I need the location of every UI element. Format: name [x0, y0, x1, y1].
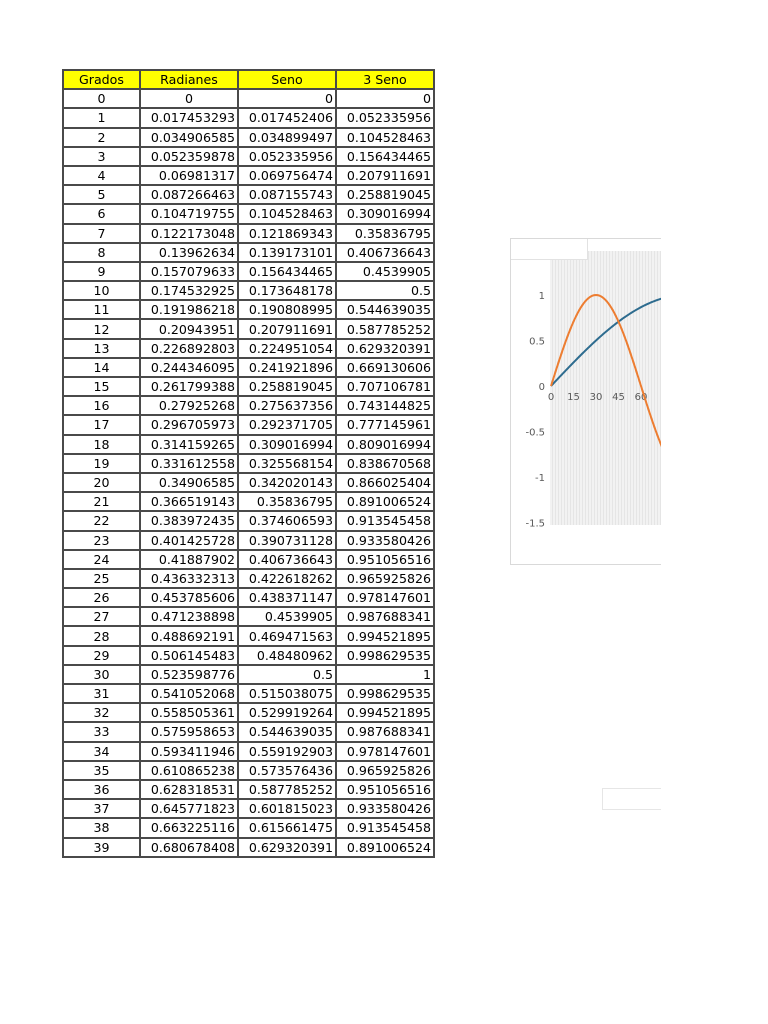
table-row — [63, 607, 434, 626]
table-cell[interactable]: 30 — [63, 665, 140, 684]
table-cell[interactable]: 0.052335956 — [336, 108, 434, 127]
y-tick-label: -1.5 — [525, 518, 545, 530]
chart-panel[interactable] — [510, 238, 661, 565]
table-cell[interactable]: 17 — [63, 415, 140, 434]
table-cell[interactable]: 1 — [336, 665, 434, 684]
table-cell[interactable]: 36 — [63, 780, 140, 799]
table-row — [63, 358, 434, 377]
table-cell[interactable]: 0.034906585 — [140, 128, 238, 147]
table-cell[interactable]: 0.707106781 — [336, 377, 434, 396]
y-tick-label: 1 — [538, 291, 545, 302]
table-row — [63, 89, 434, 108]
table-cell[interactable]: 0.558505361 — [140, 703, 238, 722]
table-cell[interactable]: 0.275637356 — [238, 396, 336, 415]
table-cell[interactable]: 0.669130606 — [336, 358, 434, 377]
table-cell[interactable]: 0.052335956 — [238, 147, 336, 166]
table-cell[interactable]: 32 — [63, 703, 140, 722]
table-cell[interactable]: 0.587785252 — [336, 319, 434, 338]
table-cell[interactable]: 0.325568154 — [238, 454, 336, 473]
table-row — [63, 569, 434, 588]
table-cell[interactable]: 0.309016994 — [336, 204, 434, 223]
header-seno[interactable]: Seno — [238, 70, 336, 89]
table-cell[interactable]: 0.471238898 — [140, 607, 238, 626]
table-row — [63, 108, 434, 127]
y-tick-label: 0 — [538, 382, 545, 393]
table-cell[interactable]: 0.593411946 — [140, 742, 238, 761]
table-cell[interactable]: 0.342020143 — [238, 473, 336, 492]
table-cell[interactable]: 0.438371147 — [238, 588, 336, 607]
table-cell[interactable]: 0.913545458 — [336, 511, 434, 530]
table-cell[interactable]: 0.27925268 — [140, 396, 238, 415]
table-cell[interactable]: 0.069756474 — [238, 166, 336, 185]
table-cell[interactable]: 0.309016994 — [238, 435, 336, 454]
table-row — [63, 300, 434, 319]
table-cell[interactable]: 0.933580426 — [336, 531, 434, 550]
table-cell[interactable]: 0.488692191 — [140, 626, 238, 645]
table-cell[interactable]: 0.994521895 — [336, 626, 434, 645]
table-cell[interactable]: 0.41887902 — [140, 550, 238, 569]
table-row — [63, 243, 434, 262]
table-cell[interactable]: 0.987688341 — [336, 722, 434, 741]
x-tick-label: 45 — [612, 392, 625, 403]
table-cell[interactable]: 0.104528463 — [238, 204, 336, 223]
header-radianes[interactable]: Radianes — [140, 70, 238, 89]
table-cell[interactable]: 0.366519143 — [140, 492, 238, 511]
table-row — [63, 262, 434, 281]
table-row — [63, 281, 434, 300]
table-cell[interactable]: 1 — [63, 108, 140, 127]
table-cell[interactable]: 0.406736643 — [336, 243, 434, 262]
table-cell[interactable]: 28 — [63, 626, 140, 645]
table-cell[interactable]: 26 — [63, 588, 140, 607]
table-row — [63, 339, 434, 358]
table-cell[interactable]: 0 — [63, 89, 140, 108]
table-row — [63, 128, 434, 147]
line-chart — [511, 239, 661, 564]
table-cell[interactable]: 24 — [63, 550, 140, 569]
table-row — [63, 761, 434, 780]
table-cell[interactable]: 0.156434465 — [238, 262, 336, 281]
table-cell[interactable]: 0.122173048 — [140, 224, 238, 243]
table-row — [63, 780, 434, 799]
table-cell[interactable]: 0.544639035 — [336, 300, 434, 319]
table-row — [63, 454, 434, 473]
table-cell[interactable]: 0.891006524 — [336, 492, 434, 511]
table-cell[interactable]: 0.4539905 — [238, 607, 336, 626]
table-cell[interactable]: 0.314159265 — [140, 435, 238, 454]
table-cell[interactable]: 0.628318531 — [140, 780, 238, 799]
table-cell[interactable]: 0.809016994 — [336, 435, 434, 454]
table-cell[interactable]: 9 — [63, 262, 140, 281]
table-cell[interactable]: 0.087155743 — [238, 185, 336, 204]
table-cell[interactable]: 0.034899497 — [238, 128, 336, 147]
table-row — [63, 473, 434, 492]
table-cell[interactable]: 0.052359878 — [140, 147, 238, 166]
table-cell[interactable]: 0.951056516 — [336, 550, 434, 569]
table-cell[interactable]: 15 — [63, 377, 140, 396]
table-row — [63, 799, 434, 818]
table-cell[interactable]: 11 — [63, 300, 140, 319]
x-tick-label: 60 — [634, 392, 648, 403]
table-cell[interactable]: 0.06981317 — [140, 166, 238, 185]
table-cell[interactable]: 0.34906585 — [140, 473, 238, 492]
table-cell[interactable]: 31 — [63, 684, 140, 703]
table-cell[interactable]: 0.933580426 — [336, 799, 434, 818]
table-row — [63, 684, 434, 703]
table-cell[interactable]: 27 — [63, 607, 140, 626]
x-tick-label: 15 — [567, 392, 580, 403]
table-cell[interactable]: 0.436332313 — [140, 569, 238, 588]
x-tick-label: 30 — [589, 392, 603, 403]
table-cell[interactable]: 0.838670568 — [336, 454, 434, 473]
table-cell[interactable]: 0.191986218 — [140, 300, 238, 319]
y-tick-label: 0.5 — [529, 336, 545, 348]
header-3-seno[interactable]: 3 Seno — [336, 70, 434, 89]
table-cell[interactable]: 0.523598776 — [140, 665, 238, 684]
table-cell[interactable]: 0.663225116 — [140, 818, 238, 837]
table-cell[interactable]: 16 — [63, 396, 140, 415]
table-cell[interactable]: 29 — [63, 646, 140, 665]
table-cell[interactable]: 0.559192903 — [238, 742, 336, 761]
table-row — [63, 377, 434, 396]
table-cell[interactable]: 0.5 — [336, 281, 434, 300]
y-tick-label: -0.5 — [525, 427, 545, 439]
table-cell[interactable]: 0.35836795 — [336, 224, 434, 243]
table-cell[interactable]: 25 — [63, 569, 140, 588]
table-cell[interactable]: 0.121869343 — [238, 224, 336, 243]
table-cell[interactable]: 2 — [63, 128, 140, 147]
table-cell[interactable]: 0.529919264 — [238, 703, 336, 722]
table-cell[interactable]: 0.35836795 — [238, 492, 336, 511]
table-row — [63, 224, 434, 243]
table-cell[interactable]: 14 — [63, 358, 140, 377]
table-cell[interactable]: 0.383972435 — [140, 511, 238, 530]
table-cell[interactable]: 0.017453293 — [140, 108, 238, 127]
table-cell[interactable]: 0.13962634 — [140, 243, 238, 262]
table-cell[interactable]: 38 — [63, 818, 140, 837]
table-row — [63, 742, 434, 761]
table-cell[interactable]: 0.544639035 — [238, 722, 336, 741]
table-cell[interactable]: 0.587785252 — [238, 780, 336, 799]
table-cell[interactable]: 0.296705973 — [140, 415, 238, 434]
table-cell[interactable]: 0.615661475 — [238, 818, 336, 837]
chart-title-box[interactable] — [511, 239, 588, 260]
x-tick-label: 0 — [547, 392, 555, 403]
empty-chart-box[interactable] — [602, 788, 661, 810]
table-cell[interactable]: 5 — [63, 185, 140, 204]
table-cell[interactable]: 0.629320391 — [238, 838, 336, 857]
table-cell[interactable]: 0.406736643 — [238, 550, 336, 569]
table-cell[interactable]: 0.629320391 — [336, 339, 434, 358]
table-cell[interactable]: 39 — [63, 838, 140, 857]
table-cell[interactable]: 0.374606593 — [238, 511, 336, 530]
table-cell[interactable]: 0.226892803 — [140, 339, 238, 358]
table-cell[interactable]: 0.506145483 — [140, 646, 238, 665]
table-cell[interactable]: 0 — [238, 89, 336, 108]
table-cell[interactable]: 0 — [140, 89, 238, 108]
table-cell[interactable]: 19 — [63, 454, 140, 473]
table-cell[interactable]: 18 — [63, 435, 140, 454]
table-cell[interactable]: 0.331612558 — [140, 454, 238, 473]
table-cell[interactable]: 0.965925826 — [336, 569, 434, 588]
header-grados[interactable]: Grados — [63, 70, 140, 89]
table-row — [63, 626, 434, 645]
table-row — [63, 166, 434, 185]
table-cell[interactable]: 0.104528463 — [336, 128, 434, 147]
table-cell[interactable]: 0.422618262 — [238, 569, 336, 588]
header-row — [63, 70, 434, 89]
table-cell[interactable]: 0.891006524 — [336, 838, 434, 857]
table-cell[interactable]: 0.244346095 — [140, 358, 238, 377]
table-cell[interactable]: 0.207911691 — [336, 166, 434, 185]
table-row — [63, 511, 434, 530]
table-row — [63, 722, 434, 741]
table-cell[interactable]: 21 — [63, 492, 140, 511]
table-cell[interactable]: 0.541052068 — [140, 684, 238, 703]
table-row — [63, 531, 434, 550]
table-row — [63, 435, 434, 454]
table-cell[interactable]: 7 — [63, 224, 140, 243]
table-cell[interactable]: 0.913545458 — [336, 818, 434, 837]
table-cell[interactable]: 35 — [63, 761, 140, 780]
table-cell[interactable]: 0.258819045 — [238, 377, 336, 396]
table-cell[interactable]: 0.453785606 — [140, 588, 238, 607]
table-row — [63, 550, 434, 569]
table-cell[interactable]: 10 — [63, 281, 140, 300]
table-cell[interactable]: 0.258819045 — [336, 185, 434, 204]
table-cell[interactable]: 6 — [63, 204, 140, 223]
table-cell[interactable]: 0.104719755 — [140, 204, 238, 223]
table-cell[interactable]: 37 — [63, 799, 140, 818]
table-cell[interactable]: 0.017452406 — [238, 108, 336, 127]
table-cell[interactable]: 0.998629535 — [336, 646, 434, 665]
table-cell[interactable]: 0.241921896 — [238, 358, 336, 377]
table-row — [63, 396, 434, 415]
table-cell[interactable]: 0.401425728 — [140, 531, 238, 550]
table-row — [63, 185, 434, 204]
table-row — [63, 818, 434, 837]
table-cell[interactable]: 0.156434465 — [336, 147, 434, 166]
table-row — [63, 147, 434, 166]
table-cell[interactable]: 0.292371705 — [238, 415, 336, 434]
table-cell[interactable]: 0.987688341 — [336, 607, 434, 626]
table-cell[interactable]: 3 — [63, 147, 140, 166]
table-cell[interactable]: 0.139173101 — [238, 243, 336, 262]
table-cell[interactable]: 0 — [336, 89, 434, 108]
table-cell[interactable]: 0.4539905 — [336, 262, 434, 281]
table-cell[interactable]: 0.610865238 — [140, 761, 238, 780]
table-cell[interactable]: 0.087266463 — [140, 185, 238, 204]
table-cell[interactable]: 22 — [63, 511, 140, 530]
table-cell[interactable]: 0.20943951 — [140, 319, 238, 338]
table-cell[interactable]: 8 — [63, 243, 140, 262]
table-cell[interactable]: 0.515038075 — [238, 684, 336, 703]
table-row — [63, 415, 434, 434]
table-cell[interactable]: 0.224951054 — [238, 339, 336, 358]
table-cell[interactable]: 4 — [63, 166, 140, 185]
table-cell[interactable]: 20 — [63, 473, 140, 492]
table-cell[interactable]: 0.680678408 — [140, 838, 238, 857]
table-cell[interactable]: 34 — [63, 742, 140, 761]
table-cell[interactable]: 23 — [63, 531, 140, 550]
table-cell[interactable]: 0.174532925 — [140, 281, 238, 300]
table-row — [63, 204, 434, 223]
table-body — [63, 89, 434, 857]
table-cell[interactable]: 0.978147601 — [336, 742, 434, 761]
table-cell[interactable]: 0.575958653 — [140, 722, 238, 741]
table-cell[interactable]: 0.743144825 — [336, 396, 434, 415]
table-cell[interactable]: 0.469471563 — [238, 626, 336, 645]
table-cell[interactable]: 0.48480962 — [238, 646, 336, 665]
table-row — [63, 665, 434, 684]
table-row — [63, 319, 434, 338]
table-cell[interactable]: 0.994521895 — [336, 703, 434, 722]
table-cell[interactable]: 0.207911691 — [238, 319, 336, 338]
table-row — [63, 703, 434, 722]
gridlines — [551, 251, 661, 525]
table-cell[interactable]: 0.573576436 — [238, 761, 336, 780]
data-table — [62, 69, 435, 858]
table-cell[interactable]: 0.390731128 — [238, 531, 336, 550]
table-cell[interactable]: 0.777145961 — [336, 415, 434, 434]
table-cell[interactable]: 0.261799388 — [140, 377, 238, 396]
table-cell[interactable]: 33 — [63, 722, 140, 741]
table-cell[interactable]: 0.173648178 — [238, 281, 336, 300]
table-row — [63, 492, 434, 511]
table-cell[interactable]: 0.5 — [238, 665, 336, 684]
table-cell[interactable]: 0.978147601 — [336, 588, 434, 607]
table-cell[interactable]: 0.998629535 — [336, 684, 434, 703]
table-cell[interactable]: 0.951056516 — [336, 780, 434, 799]
table-cell[interactable]: 0.866025404 — [336, 473, 434, 492]
table-row — [63, 588, 434, 607]
table-cell[interactable]: 0.190808995 — [238, 300, 336, 319]
table-row — [63, 838, 434, 857]
y-tick-label: -1 — [535, 473, 545, 484]
table-cell[interactable]: 0.965925826 — [336, 761, 434, 780]
table-cell[interactable]: 12 — [63, 319, 140, 338]
table-cell[interactable]: 0.157079633 — [140, 262, 238, 281]
table-row — [63, 646, 434, 665]
table-cell[interactable]: 0.601815023 — [238, 799, 336, 818]
table-cell[interactable]: 13 — [63, 339, 140, 358]
table-cell[interactable]: 0.645771823 — [140, 799, 238, 818]
